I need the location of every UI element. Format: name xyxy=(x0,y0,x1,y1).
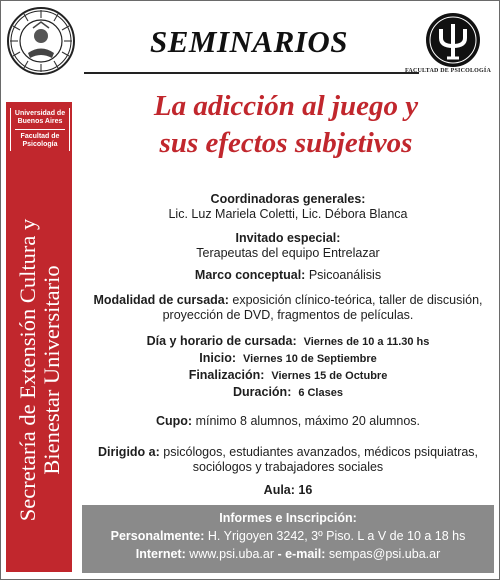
modality-value-line2: proyección de DVD, fragmentos de películas. xyxy=(162,308,414,322)
end-value: Viernes 15 de Octubre xyxy=(271,370,388,382)
duration-label: Duración: xyxy=(233,385,292,399)
quota-block xyxy=(82,414,494,429)
room-value: 16 xyxy=(298,483,313,497)
quota-value: mínimo 8 alumnos, máximo 20 alumnos. xyxy=(195,414,420,428)
university-seal-icon xyxy=(6,6,76,76)
header-title: SEMINARIOS xyxy=(150,24,348,59)
email-label: - e-mail: xyxy=(277,547,326,561)
audience-label: Dirigido a: xyxy=(97,445,160,459)
secretariat-vertical-text xyxy=(16,175,64,565)
guest-value: Terapeutas del equipo Entrelazar xyxy=(196,246,380,260)
psi-faculty-logo-icon xyxy=(425,12,481,68)
internet-label: Internet: xyxy=(135,547,186,561)
guest-label: Invitado especial: xyxy=(235,231,341,245)
university-label-divider xyxy=(15,129,65,130)
end-label: Finalización: xyxy=(188,368,265,382)
faculty-caption: FACULTAD DE PSICOLOGÍA xyxy=(405,68,491,74)
quota-label: Cupo: xyxy=(156,414,193,428)
modality-label: Modalidad de cursada: xyxy=(93,293,229,307)
seminar-title-line2: sus efectos subjetivos xyxy=(159,127,413,159)
schedule-block xyxy=(82,333,494,401)
secretariat-line2: Bienestar Universitario xyxy=(39,265,64,475)
framework-block xyxy=(82,268,494,283)
university-name-line1: Universidad de xyxy=(14,110,66,117)
coordinators-block xyxy=(82,192,494,222)
schedule-label: Día y horario de cursada: xyxy=(146,334,297,348)
duration-value: 6 Clases xyxy=(298,387,343,399)
in-person-label: Personalmente: xyxy=(110,529,205,543)
university-label-box xyxy=(10,108,70,151)
seminar-title xyxy=(86,88,486,162)
start-label: Inicio: xyxy=(199,351,237,365)
email-link[interactable]: sempas@psi.uba.ar xyxy=(328,547,441,561)
framework-value: Psicoanálisis xyxy=(308,268,382,282)
room-label: Aula: xyxy=(263,483,295,497)
audience-block xyxy=(82,445,494,475)
coordinators-value: Lic. Luz Mariela Coletti, Lic. Débora Blanca xyxy=(168,207,408,221)
start-value: Viernes 10 de Septiembre xyxy=(243,353,377,365)
header-divider xyxy=(84,72,419,74)
modality-block xyxy=(82,293,494,323)
framework-label: Marco conceptual: xyxy=(194,268,306,282)
audience-value-line2: sociólogos y trabajadores sociales xyxy=(192,460,384,474)
guest-block xyxy=(82,231,494,261)
info-heading: Informes e Inscripción: xyxy=(219,511,357,525)
info-box xyxy=(82,505,494,573)
schedule-value: Viernes de 10 a 11.30 hs xyxy=(303,336,430,348)
coordinators-label: Coordinadoras generales: xyxy=(210,192,366,206)
seminar-title-line1: La adicción al juego y xyxy=(153,90,419,122)
faculty-name-line2: Psicología xyxy=(22,141,58,148)
modality-value-line1: exposición clínico-teórica, taller de discusión, xyxy=(232,293,483,307)
secretariat-line1: Secretaría de Extensión Cultura y xyxy=(15,218,40,522)
room-block xyxy=(82,483,494,498)
university-name-line2: Buenos Aires xyxy=(17,118,63,125)
internet-link[interactable]: www.psi.uba.ar xyxy=(189,547,274,561)
audience-value-line1: psicólogos, estudiantes avanzados, médicos psiquiatras, xyxy=(163,445,479,459)
secretariat-vertical-wrap xyxy=(10,175,70,565)
faculty-name-line1: Facultad de xyxy=(20,133,60,140)
in-person-value: H. Yrigoyen 3242, 3º Piso. L a V de 10 a 18 hs xyxy=(207,529,466,543)
